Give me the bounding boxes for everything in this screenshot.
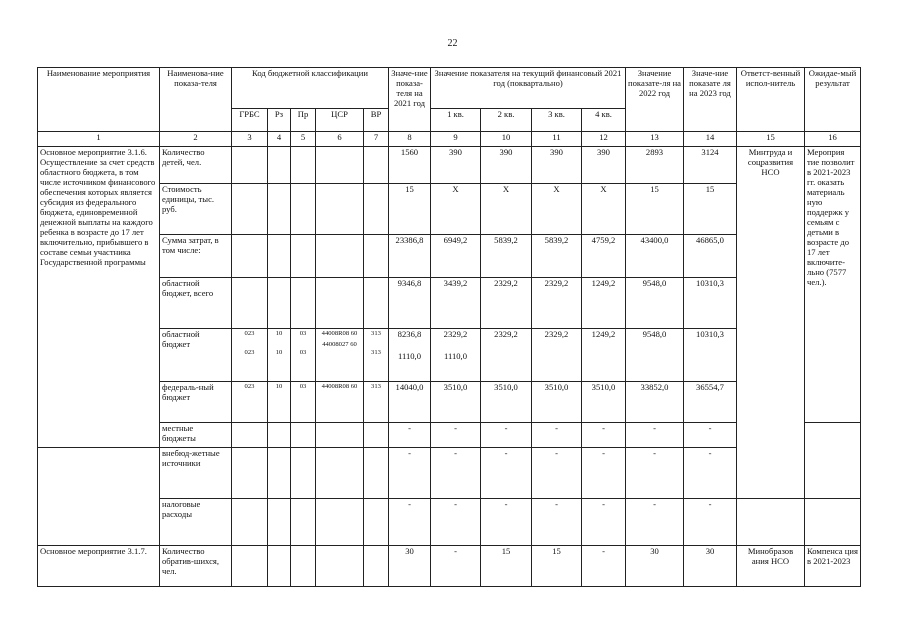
event-name: Основное мероприятие 3.1.6. Осуществление за счет средств областного бюджета, в том числе источником финансового обеспечения которых является субсидия из федерального бюджета, единовременной денежной выплаты на каждого ребенка в возрасте до 17 лет включительно, прибывшего в составе семьи участника Государственной программы [38,147,160,448]
header-code-grbs: ГРБС [232,109,268,132]
value-2023: - [684,423,737,448]
value-2022: 15 [626,184,684,235]
header-quarter-3: 3 кв. [532,109,582,132]
value-q3: - [532,448,582,499]
column-number: 1 [38,132,160,147]
column-number: 9 [431,132,481,147]
value-q2: X [481,184,532,235]
value-q2: - [481,499,532,546]
value-q2: 390 [481,147,532,184]
value-2023: 30 [684,546,737,587]
column-number: 8 [389,132,431,147]
value-2022: 43400,0 [626,235,684,278]
value-2023: 46865,0 [684,235,737,278]
code-grbs: 023 [244,330,255,337]
executor: Минтруда и соцразвития НСО [737,147,805,499]
value-q1: 390 [431,147,481,184]
value-q2: 2329,2 [481,278,532,329]
value-q1: - [431,499,481,546]
value-q2: - [481,423,532,448]
indicator-name: областной бюджет [160,329,232,382]
code-csr: 44008R08 60 [321,330,358,337]
value-2022: - [626,423,684,448]
value-2022: - [626,499,684,546]
value-2021: 15 [389,184,431,235]
column-number: 16 [805,132,861,147]
value-q2: - [481,448,532,499]
value-2022: 9548,0 [626,278,684,329]
value-q3: 390 [532,147,582,184]
column-number: 2 [160,132,232,147]
code-rz: 10 [268,382,291,423]
code-pr: 03 [299,349,307,357]
column-number: 10 [481,132,532,147]
code-grbs: 023 [244,349,255,357]
column-number: 13 [626,132,684,147]
indicator-name: налоговые расходы [160,499,232,546]
value-q4: - [582,423,626,448]
header-value-2022: Значение показате-ля на 2022 год [626,68,684,132]
value-q4: 4759,2 [582,235,626,278]
indicator-name: Количество детей, чел. [160,147,232,184]
value-2023: 15 [684,184,737,235]
value-2021: - [389,499,431,546]
value-2022: 9548,0 [626,329,684,382]
value-2023: - [684,448,737,499]
value-2021: 8236,8 [397,329,422,339]
value-2022: 30 [626,546,684,587]
indicator-name: Стоимость единицы, тыс. руб. [160,184,232,235]
code-csr: 44008R08 60 [316,382,364,423]
value-q3: 3510,0 [532,382,582,423]
expected-result: Компенса ция в 2021-2023 [805,546,861,587]
value-q1: 3510,0 [431,382,481,423]
value-2021: - [389,423,431,448]
value-q4: 1249,2 [582,329,626,382]
table-row [38,499,861,546]
value-q4: X [582,184,626,235]
indicator-name: Количество обратив-шихся, чел. [160,546,232,587]
value-2023: 36554,7 [684,382,737,423]
value-2022: 33852,0 [626,382,684,423]
column-number: 7 [364,132,389,147]
value-q4: 3510,0 [582,382,626,423]
value-q4: - [582,499,626,546]
indicator-name: областной бюджет, всего [160,278,232,329]
code-vr: 313 [364,382,389,423]
event-name: Основное мероприятие 3.1.7. [38,546,160,587]
value-2021: 14040,0 [389,382,431,423]
indicator-name: местные бюджеты [160,423,232,448]
value-q1: - [431,423,481,448]
header-value-2021: Значе-ние показа-теля на 2021 год [389,68,431,132]
value-2023: - [684,499,737,546]
value-2021: 1110,0 [398,350,421,361]
value-q2: 15 [481,546,532,587]
column-number: 5 [291,132,316,147]
header-quarter-4: 4 кв. [582,109,626,132]
value-2023: 10310,3 [684,329,737,382]
column-number: 14 [684,132,737,147]
column-number-row [38,132,861,147]
value-q4: 390 [582,147,626,184]
code-pr: 03 [299,330,307,337]
value-2023: 3124 [684,147,737,184]
header-event-name: Наименование мероприятия [38,68,160,132]
value-2022: - [626,448,684,499]
indicator-name: федераль-ный бюджет [160,382,232,423]
header-quarter-1: 1 кв. [431,109,481,132]
program-table [37,67,861,587]
executor: Минобразов ания НСО [737,546,805,587]
header-code-csr: ЦСР [316,109,364,132]
page-number: 22 [447,38,458,49]
value-q1: 1110,0 [444,350,467,361]
value-q1: - [431,448,481,499]
expected-result: Мероприя тие позволит в 2021-2023 гг. оказать материаль ную поддержк у семьям с детьми в возрасте до 17 лет включите-льно (7577 чел.). [805,147,861,423]
header-quarter-2: 2 кв. [481,109,532,132]
value-q2: 2329,2 [481,329,532,382]
column-number: 3 [232,132,268,147]
column-number: 15 [737,132,805,147]
code-grbs: 023 [232,382,268,423]
header-row-1 [38,68,861,109]
header-code-rz: Рз [268,109,291,132]
value-2021: 23386,8 [389,235,431,278]
value-q4: - [582,546,626,587]
value-q3: 2329,2 [532,329,582,382]
value-q2: 5839,2 [481,235,532,278]
value-2021: 9346,8 [389,278,431,329]
column-number: 6 [316,132,364,147]
code-vr: 313 [371,349,381,357]
header-budget-classification: Код бюджетной классификации [232,68,389,109]
value-q1: - [431,546,481,587]
code-pr: 03 [291,382,316,423]
value-q3: 5839,2 [532,235,582,278]
indicator-name: Сумма затрат, в том числе: [160,235,232,278]
header-expected-result: Ожидае-мый результат [805,68,861,132]
header-indicator-name: Наименова-ние показа-теля [160,68,232,132]
value-q1: 3439,2 [431,278,481,329]
value-2022: 2893 [626,147,684,184]
table-row [38,147,861,184]
value-q3: - [532,423,582,448]
value-q3: 2329,2 [532,278,582,329]
value-q2: 3510,0 [481,382,532,423]
value-2021: 1560 [389,147,431,184]
column-number: 12 [582,132,626,147]
value-q3: - [532,499,582,546]
header-quarterly-group: Значение показателя на текущий финансовый 2021 год (поквартально) [431,68,626,109]
value-q4: 1249,2 [582,278,626,329]
code-vr: 313 [371,330,381,337]
value-q1: 6949,2 [431,235,481,278]
value-q3: X [532,184,582,235]
header-code-pr: Пр [291,109,316,132]
column-number: 4 [268,132,291,147]
value-q4: - [582,448,626,499]
column-number: 11 [532,132,582,147]
value-q1: X [431,184,481,235]
code-rz: 10 [275,330,283,337]
value-2021: 30 [389,546,431,587]
value-2021: - [389,448,431,499]
indicator-name: внебюд-жетные источники [160,448,232,499]
table-row [38,546,861,587]
header-executor: Ответст-венный испол-нитель [737,68,805,132]
value-q3: 15 [532,546,582,587]
header-value-2023: Значе-ние показате ля на 2023 год [684,68,737,132]
code-csr: 44008027 60 [322,341,357,349]
value-2023: 10310,3 [684,278,737,329]
code-rz: 10 [275,349,283,357]
header-code-vr: ВР [364,109,389,132]
value-q1: 2329,2 [443,329,468,339]
